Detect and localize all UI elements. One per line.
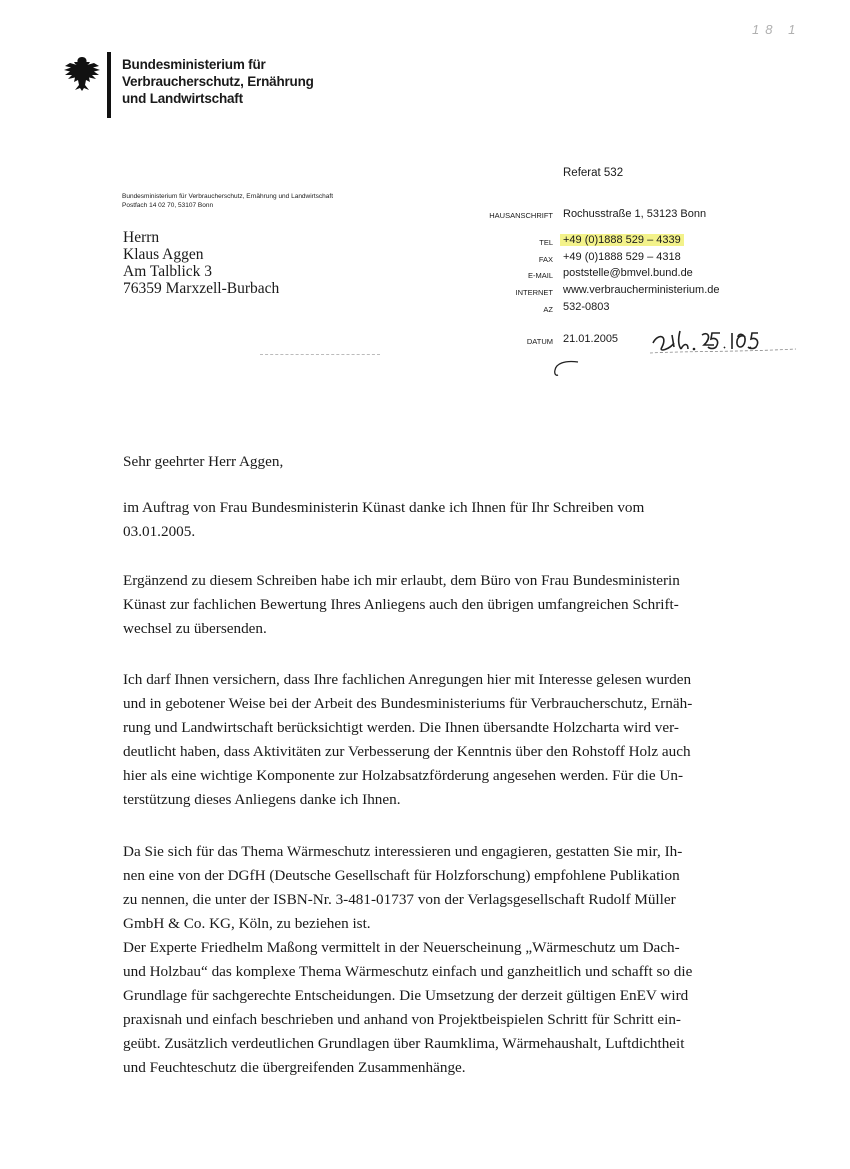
paragraph-line: praxisnah und einfach beschrieben und anhand von Projektbeispielen Schritt für Schritt ein-: [123, 1011, 681, 1028]
recipient-address: [123, 229, 279, 297]
paragraph-1: [123, 496, 644, 544]
paragraph-line: rung und Landwirtschaft berücksichtigt werden. Die Ihnen übersandte Holzcharta wird ver-: [123, 719, 679, 736]
paragraph-line: Da Sie sich für das Thema Wärmeschutz interessieren und engagieren, gestatten Sie mir, Ih-: [123, 843, 683, 860]
info-value-internet: www.verbraucherministerium.de: [563, 284, 720, 296]
info-value-datum: 21.01.2005: [563, 333, 619, 345]
paragraph-line: hier als eine wichtige Komponente zur Holzabsatzförderung angesehen werden. Für die Un-: [123, 767, 684, 784]
paragraph-line: Der Experte Friedhelm Maßong vermittelt in der Neuerscheinung „Wärmeschutz um Dach-: [123, 939, 680, 956]
ministry-name-line: und Landwirtschaft: [122, 91, 243, 106]
paragraph-line: Grundlage für sachgerechte Entscheidungen. Die Umsetzung der derzeit gültigen EnEV wird: [123, 987, 689, 1004]
handwritten-corner-note: 18 1: [752, 22, 802, 37]
paragraph-line: Ergänzend zu diesem Schreiben habe ich mir erlaubt, dem Büro von Frau Bundesministerin: [123, 572, 680, 589]
paragraph-line: Künast zur fachlichen Bewertung Ihres Anliegens auch den übrigen umfangreichen Schrift-: [123, 596, 679, 613]
referat: Referat 532: [563, 167, 624, 179]
paragraph-line: nen eine von der DGfH (Deutsche Gesellschaft für Holzforschung) empfohlene Publikation: [123, 867, 680, 884]
paragraph-line: wechsel zu übersenden.: [123, 620, 267, 637]
paragraph-line: und Feuchteschutz die übergreifenden Zusammenhänge.: [123, 1059, 466, 1076]
recipient-line: Am Talblick 3: [123, 263, 213, 280]
paragraph-line: zu nennen, die unter der ISBN-Nr. 3-481-01737 von der Verlagsgesellschaft Rudolf Müller: [123, 891, 676, 908]
federal-eagle-icon: [62, 54, 102, 94]
paragraph-line: und in gebotener Weise bei der Arbeit des Bundesministeriums für Verbraucherschutz, Ernäh-: [123, 695, 693, 712]
ministry-name: [122, 56, 314, 107]
info-label-tel: TEL: [539, 238, 553, 247]
handwritten-date-note: [648, 323, 798, 381]
paragraph-4: [123, 840, 692, 1080]
paragraph-line: Ich darf Ihnen versichern, dass Ihre fachlichen Anregungen hier mit Interesse gelesen wurden: [123, 671, 692, 688]
ministry-name-line: Bundesministerium für: [122, 57, 266, 72]
recipient-line: 76359 Marxzell-Burbach: [123, 280, 280, 297]
info-label-internet: INTERNET: [515, 288, 553, 297]
faint-rule: [260, 354, 380, 355]
recipient-line: Herrn: [123, 229, 160, 246]
salutation: Sehr geehrter Herr Aggen,: [123, 453, 284, 470]
paragraph-line: 03.01.2005.: [123, 523, 196, 540]
paragraph-line: geübt. Zusätzlich verdeutlichen Grundlagen über Raumklima, Wärmehaushalt, Luftdichtheit: [123, 1035, 685, 1052]
sender-return-address: [122, 192, 333, 210]
info-label-hausanschrift: HAUSANSCHRIFT: [489, 211, 553, 220]
letterhead-bar: [107, 52, 111, 118]
paragraph-line: deutlicht haben, dass Aktivitäten zur Verbesserung der Kenntnis über den Rohstoff Holz auch: [123, 743, 691, 760]
info-value-hausanschrift: Rochusstraße 1, 53123 Bonn: [563, 208, 707, 220]
handwritten-hook-mark: [552, 358, 582, 378]
info-value-tel: [560, 234, 684, 246]
sender-line: Bundesministerium für Verbraucherschutz, Ernährung und Landwirtschaft: [122, 193, 333, 200]
info-label-email: E-MAIL: [527, 271, 553, 280]
info-label-az: AZ: [543, 305, 553, 314]
paragraph-2: [123, 569, 680, 641]
paragraph-line: GmbH & Co. KG, Köln, zu beziehen ist.: [123, 915, 371, 932]
ministry-name-line: Verbraucherschutz, Ernährung: [122, 74, 314, 89]
info-value-email: poststelle@bmvel.bund.de: [563, 267, 693, 279]
info-label-datum: DATUM: [526, 337, 553, 346]
paragraph-line: terstützung dieses Anliegens danke ich Ihnen.: [123, 791, 401, 808]
paragraph-3: [123, 668, 692, 812]
info-value-az: 532-0803: [563, 301, 610, 313]
info-value-fax: +49 (0)1888 529 – 4318: [563, 251, 681, 263]
paragraph-line: im Auftrag von Frau Bundesministerin Künast danke ich Ihnen für Ihr Schreiben vom: [123, 499, 645, 516]
info-label-fax: FAX: [538, 255, 553, 264]
sender-line: Postfach 14 02 70, 53107 Bonn: [122, 202, 214, 209]
tel-highlight: +49 (0)1888 529 – 4339: [560, 234, 684, 246]
recipient-line: Klaus Aggen: [123, 246, 204, 263]
paragraph-line: und Holzbau“ das komplexe Thema Wärmeschutz einfach und ganzheitlich und schafft so die: [123, 963, 693, 980]
